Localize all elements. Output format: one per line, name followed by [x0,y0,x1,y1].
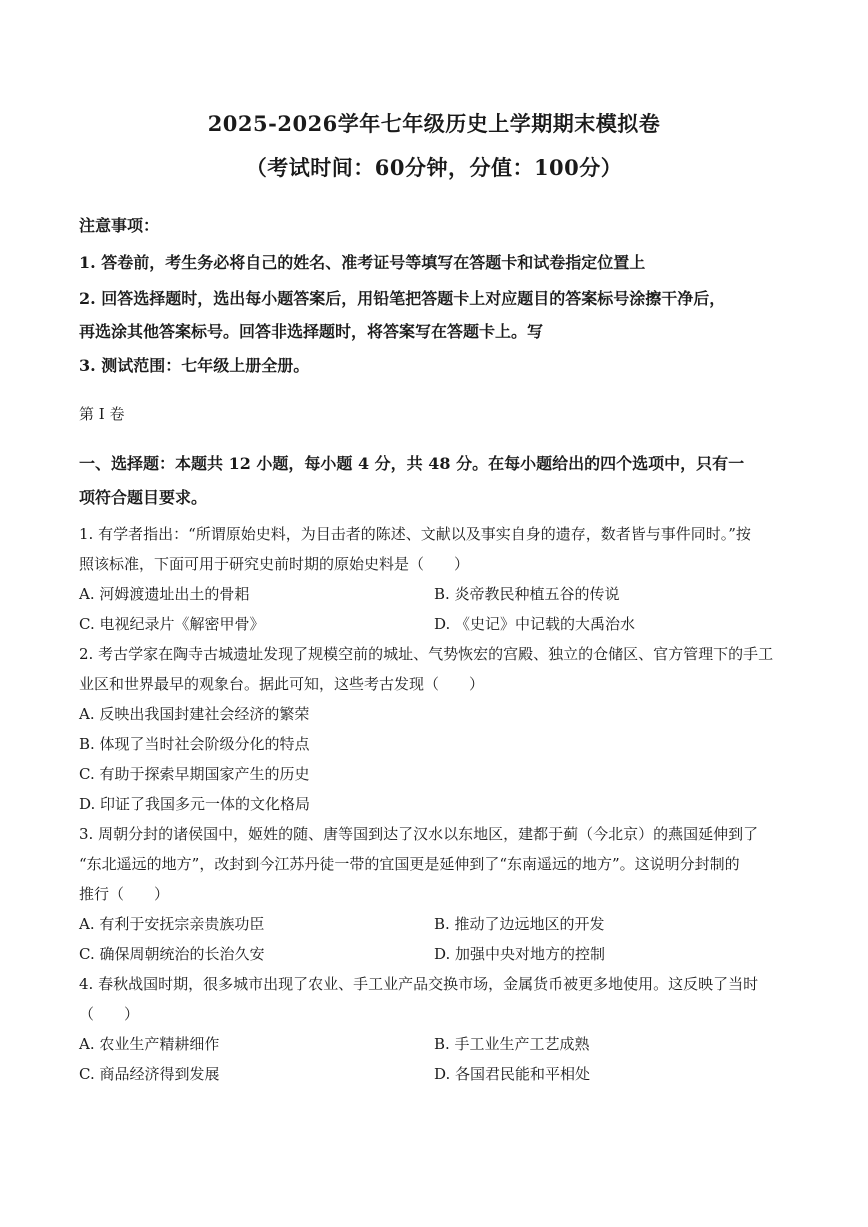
notice-heading: 注意事项： [79,216,160,235]
question-2-option-d: D. 印证了我国多元一体的文化格局 [79,795,311,813]
question-2-stem: 2. 考古学家在陶寺古城遗址发现了规模空前的城址、气势恢宏的宫殿、独立的仓储区、官方管理下的手工 [79,645,774,663]
question-4-option-b: B. 手工业生产工艺成熟 [434,1035,590,1053]
question-3-stem: 3. 周朝分封的诸侯国中，姬姓的随、唐等国到达了汉水以东地区，建都于蓟（今北京）的燕国延伸到了 [79,825,759,843]
notice-item: 3. 测试范围：七年级上册全册。 [79,356,310,375]
question-2-option-b: B. 体现了当时社会阶级分化的特点 [79,735,310,753]
question-1-stem: 1. 有学者指出：“所谓原始史料，为目击者的陈述、文献以及事实自身的遗存，数者皆与事件同时。”按 [79,525,751,543]
question-1-stem-cont: 照该标准，下面可用于研究史前时期的原始史料是（ ） [79,555,470,573]
question-2-stem-cont: 业区和世界最早的观象台。据此可知，这些考古发现（ ） [79,675,485,693]
question-3-option-d: D. 加强中央对地方的控制 [434,945,606,963]
notice-item: 2. 回答选择题时，选出每小题答案后，用铅笔把答题卡上对应题目的答案标号涂擦干净后， [79,289,726,308]
volume-label: 第 I 卷 [79,405,125,423]
exam-title: 2025-2026学年七年级历史上学期期末模拟卷 [207,111,661,136]
question-1-option-b: B. 炎帝教民种植五谷的传说 [434,585,620,603]
section-heading: 一、选择题：本题共 12 小题，每小题 4 分，共 48 分。在每小题给出的四个选项中，只有一 [79,454,745,473]
question-4-stem: 4. 春秋战国时期，很多城市出现了农业、手工业产品交换市场，金属货币被更多地使用。这反映了当时 [79,975,759,993]
question-4-stem-cont: （ ） [79,1005,140,1023]
question-4-option-c: C. 商品经济得到发展 [79,1065,220,1083]
question-2-option-a: A. 反映出我国封建社会经济的繁荣 [79,705,310,723]
question-1-option-c: C. 电视纪录片《解密甲骨》 [79,615,265,633]
question-4-option-d: D. 各国君民能和平相处 [434,1065,591,1083]
question-1-option-a: A. 河姆渡遗址出土的骨耜 [79,585,250,603]
exam-subtitle: （考试时间：60分钟，分值：100分） [245,155,623,180]
notice-item: 再选涂其他答案标号。回答非选择题时，将答案写在答题卡上。写 [79,322,544,341]
question-3-option-b: B. 推动了边远地区的开发 [434,915,605,933]
question-3-option-c: C. 确保周朝统治的长治久安 [79,945,265,963]
section-heading-cont: 项符合题目要求。 [79,488,208,507]
question-3-stem-cont: “东北遥远的地方”，改封到今江苏丹徒一带的宜国更是延伸到了“东南遥远的地方”。这说明分封制的 [79,855,740,873]
notice-item: 1. 答卷前，考生务必将自己的姓名、准考证号等填写在答题卡和试卷指定位置上 [79,253,646,272]
question-3-stem-cont: 推行（ ） [79,885,170,903]
question-1-option-d: D. 《史记》中记载的大禹治水 [434,615,636,633]
question-2-option-c: C. 有助于探索早期国家产生的历史 [79,765,310,783]
question-4-option-a: A. 农业生产精耕细作 [79,1035,220,1053]
question-3-option-a: A. 有利于安抚宗亲贵族功臣 [79,915,265,933]
